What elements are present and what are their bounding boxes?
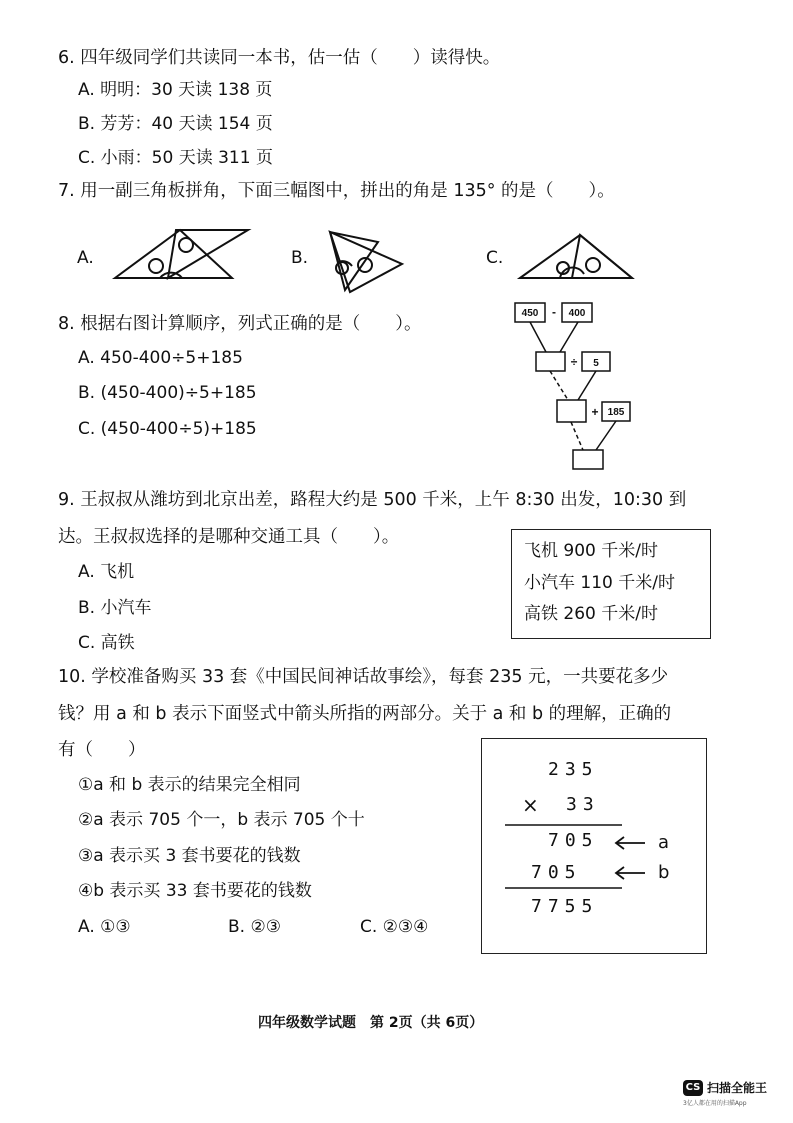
- q10-statement-1: ①a 和 b 表示的结果完全相同: [78, 775, 301, 795]
- diagram-num-185: 185: [607, 407, 625, 418]
- calc-multiplicand: 235: [548, 759, 599, 780]
- calc-result: 7755: [531, 896, 599, 917]
- q10-stem-line2: 钱？用 a 和 b 表示下面竖式中箭头所指的两部分。关于 a 和 b 的理解，正确的: [58, 704, 672, 724]
- q7-label-a: A.: [77, 248, 94, 268]
- calc-row-b: 705: [531, 862, 582, 883]
- q9-option-a: A. 飞机: [78, 562, 135, 582]
- q10-option-b: B. ②③: [228, 917, 281, 937]
- diagram-num-450: 450: [521, 308, 539, 319]
- speed-train: 高铁 260 千米/时: [524, 604, 658, 624]
- speed-plane: 飞机 900 千米/时: [524, 541, 658, 561]
- calc-label-b: b: [658, 862, 670, 883]
- q8-stem: 8. 根据右图计算顺序，列式正确的是（ ）。: [58, 314, 422, 334]
- diagram-op-plus: +: [591, 405, 599, 419]
- q9-option-c: C. 高铁: [78, 633, 135, 653]
- q10-statement-4: ④b 表示买 33 套书要花的钱数: [78, 881, 312, 901]
- arrow-a-icon: [616, 837, 645, 849]
- q10-stem-line3: 有（ ）: [58, 740, 146, 760]
- scanner-app-tagline: 3亿人都在用的扫描App: [683, 1100, 747, 1107]
- q6-option-b: B. 芳芳：40 天读 154 页: [78, 114, 273, 134]
- q10-statement-2: ②a 表示 705 个一，b 表示 705 个十: [78, 810, 365, 830]
- q9-stem-line1: 9. 王叔叔从潍坊到北京出差，路程大约是 500 千米，上午 8:30 出发，10:30 到: [58, 490, 687, 510]
- q8-option-b: B. (450-400)÷5+185: [78, 383, 257, 403]
- q10-stem-line1: 10. 学校准备购买 33 套《中国民间神话故事绘》，每套 235 元，一共要花多少: [58, 667, 669, 687]
- q9-stem-line2: 达。王叔叔选择的是哪种交通工具（ ）。: [58, 527, 400, 547]
- q7-stem: 7. 用一副三角板拼角，下面三幅图中，拼出的角是 135° 的是（ ）。: [58, 181, 615, 201]
- diagram-num-5: 5: [593, 358, 599, 369]
- arrow-b-icon: [616, 867, 645, 879]
- q7-label-b: B.: [291, 248, 309, 268]
- speed-car: 小汽车 110 千米/时: [524, 573, 675, 593]
- calc-multiplier: 33: [566, 794, 600, 815]
- q10-option-c: C. ②③④: [360, 917, 429, 937]
- scanner-app-name: 扫描全能王: [707, 1081, 768, 1095]
- q6-option-c: C. 小雨：50 天读 311 页: [78, 148, 273, 168]
- q7-label-c: C.: [486, 248, 504, 268]
- q10-option-a: A. ①③: [78, 917, 131, 937]
- q6-option-a: A. 明明：30 天读 138 页: [78, 80, 273, 100]
- q8-option-a: A. 450-400÷5+185: [78, 348, 243, 368]
- page-footer: 四年级数学试题 第 2页（共 6页）: [258, 1015, 484, 1031]
- calc-label-a: a: [658, 832, 670, 853]
- q10-statement-3: ③a 表示买 3 套书要花的钱数: [78, 846, 301, 866]
- cs-logo-icon: CS: [683, 1080, 703, 1096]
- diagram-op-divide: ÷: [570, 355, 578, 369]
- q8-option-c: C. (450-400÷5)+185: [78, 419, 257, 439]
- calc-row-a: 705: [548, 830, 599, 851]
- q9-option-b: B. 小汽车: [78, 598, 152, 618]
- diagram-num-400: 400: [568, 308, 586, 319]
- calc-times-sign: ×: [522, 793, 539, 817]
- q6-stem: 6. 四年级同学们共读同一本书，估一估（ ）读得快。: [58, 48, 501, 68]
- diagram-op-minus: -: [552, 305, 556, 319]
